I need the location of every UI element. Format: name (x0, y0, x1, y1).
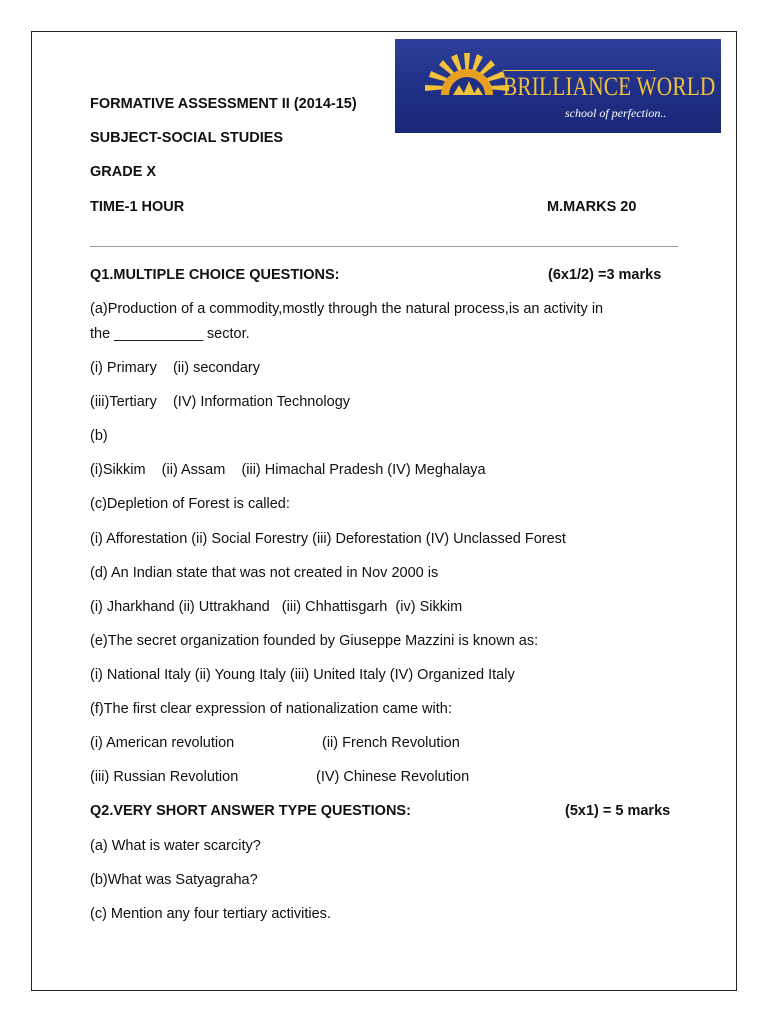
q1e-options: (i) National Italy (ii) Young Italy (iii) United Italy (IV) Organized Italy (90, 667, 515, 683)
q2-marks: (5x1) = 5 marks (565, 803, 671, 819)
time-line: TIME-1 HOUR (90, 199, 185, 215)
q1c-text: (c)Depletion of Forest is called: (90, 496, 290, 512)
q1a-options-2: (iii)Tertiary (IV) Information Technology (90, 394, 351, 410)
q1f-text: (f)The first clear expression of nationalization came with: (90, 701, 452, 717)
q1b-text: (b) (90, 428, 108, 444)
q1d-options: (i) Jharkhand (ii) Uttrakhand (iii) Chhattisgarh (iv) Sikkim (90, 599, 463, 615)
q1a-options-1: (i) Primary (ii) secondary (90, 360, 260, 376)
q1e-text: (e)The secret organization founded by Giuseppe Mazzini is known as: (90, 633, 539, 649)
q1-marks: (6x1/2) =3 marks (548, 267, 662, 283)
grade-line: GRADE X (90, 164, 157, 180)
q1f-option-iv: (IV) Chinese Revolution (316, 769, 470, 785)
q1d-text: (d) An Indian state that was not created in Nov 2000 is (90, 565, 439, 581)
assessment-title: FORMATIVE ASSESSMENT II (2014-15) (90, 96, 357, 112)
logo-tagline: school of perfection.. (565, 106, 667, 120)
max-marks: M.MARKS 20 (547, 199, 637, 215)
q1f-option-iii: (iii) Russian Revolution (90, 769, 239, 785)
logo-name: BRILLIANCE WORLD (503, 72, 716, 101)
q2b-text: (b)What was Satyagraha? (90, 872, 258, 888)
q1f-option-i: (i) American revolution (90, 735, 235, 751)
q2a-text: (a) What is water scarcity? (90, 838, 261, 854)
q1b-options: (i)Sikkim (ii) Assam (iii) Himachal Pradesh (IV) Meghalaya (90, 462, 486, 478)
brilliance-world-logo (395, 39, 721, 133)
header-divider (90, 246, 678, 247)
q1c-options: (i) Afforestation (ii) Social Forestry (iii) Deforestation (IV) Unclassed Forest (90, 531, 566, 547)
logo-rule (503, 70, 655, 71)
q1-heading: Q1.MULTIPLE CHOICE QUESTIONS: (90, 267, 340, 283)
q1a-text-line2: the ___________ sector. (90, 326, 250, 342)
q1a-text-line1: (a)Production of a commodity,mostly through the natural process,is an activity in (90, 301, 604, 317)
q1f-option-ii: (ii) French Revolution (322, 735, 460, 751)
q2-heading: Q2.VERY SHORT ANSWER TYPE QUESTIONS: (90, 803, 411, 819)
subject-line: SUBJECT-SOCIAL STUDIES (90, 130, 284, 146)
q2c-text: (c) Mention any four tertiary activities. (90, 906, 331, 922)
